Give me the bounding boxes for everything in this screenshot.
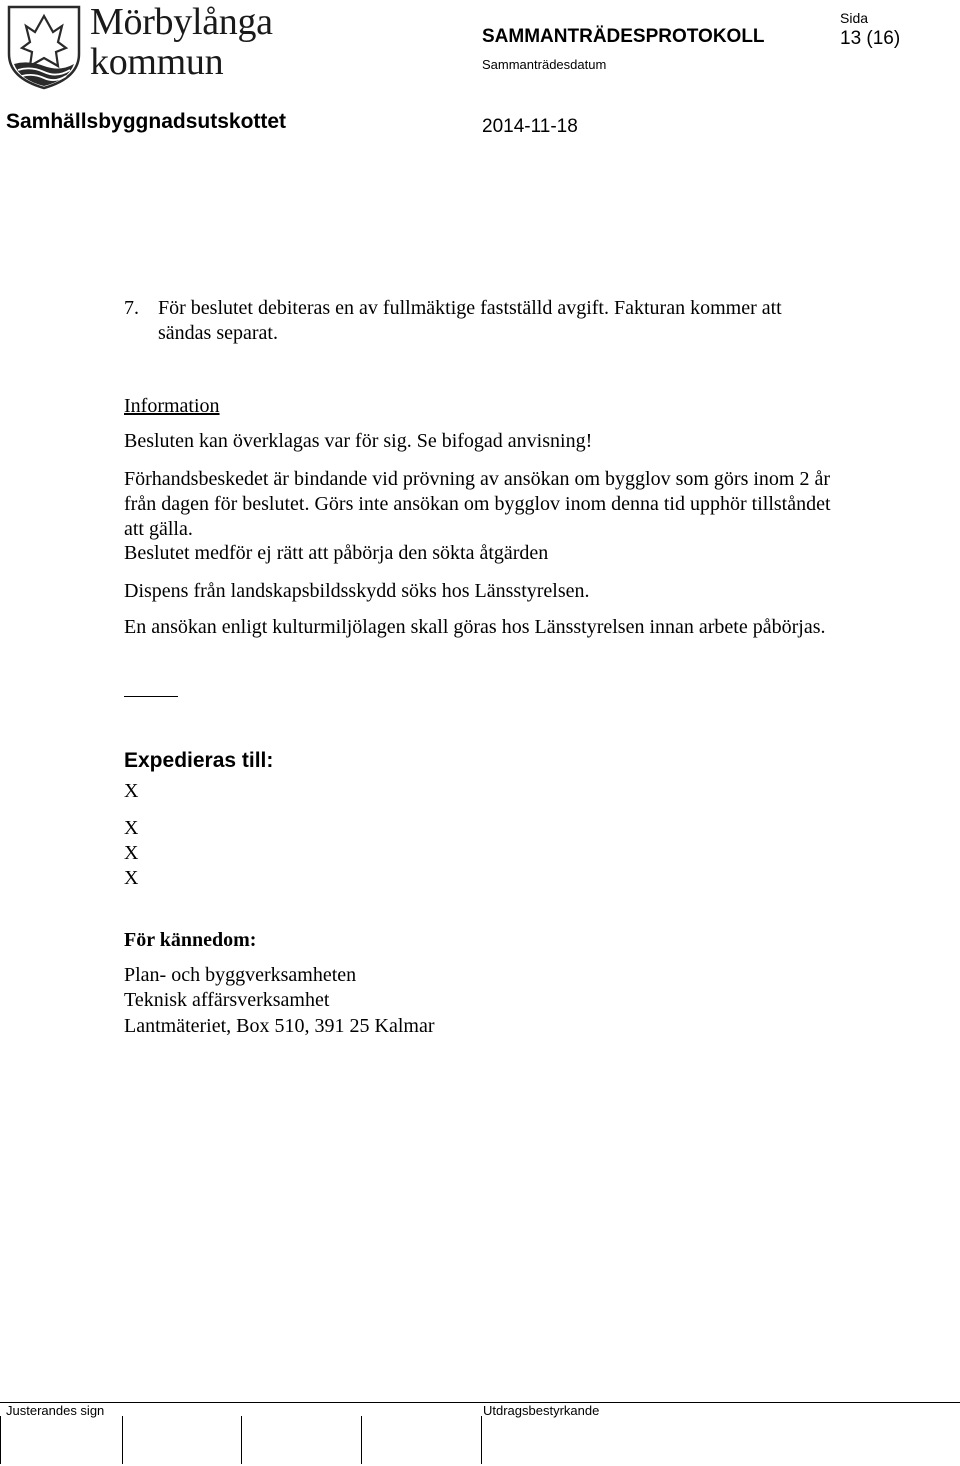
distribution-item: X — [124, 842, 139, 864]
start-work-paragraph: Beslutet medför ej rätt att påbörja den sökta åtgärden — [124, 542, 549, 564]
distribution-item: X — [124, 817, 139, 839]
meeting-date-label: Sammanträdesdatum — [482, 57, 607, 72]
municipality-crest-logo — [6, 4, 82, 90]
committee-name: Samhällsbyggnadsutskottet — [6, 110, 287, 133]
distribution-item: X — [124, 867, 139, 889]
extract-certification-label: Utdragsbestyrkande — [483, 1403, 600, 1418]
separator-line — [124, 696, 178, 697]
distribution-heading: Expedieras till: — [124, 749, 274, 772]
footer-divider — [0, 1402, 960, 1403]
signature-box-divider — [481, 1416, 482, 1464]
meeting-date: 2014-11-18 — [482, 116, 578, 137]
distribution-item: X — [124, 780, 139, 802]
crest-icon — [6, 4, 82, 90]
signature-label: Justerandes sign — [6, 1403, 105, 1418]
signature-box-divider — [0, 1416, 1, 1464]
recipient-item: Teknisk affärsverksamhet — [124, 989, 330, 1011]
page-label: Sida — [840, 10, 869, 26]
dispensation-paragraph: Dispens från landskapsbildsskydd söks hos Länsstyrelsen. — [124, 580, 590, 602]
logo-line-2: kommun — [90, 41, 224, 83]
recipient-item: Plan- och byggverksamheten — [124, 964, 357, 986]
signature-box-divider — [241, 1416, 242, 1464]
document-type: SAMMANTRÄDESPROTOKOLL — [482, 26, 765, 47]
heritage-paragraph: En ansökan enligt kulturmiljölagen skall göras hos Länsstyrelsen innan arbete påbörjas. — [124, 616, 826, 638]
decision-item-7: För beslutet debiteras en av fullmäktige fastställd avgift. Fakturan kommer att sändas separat. — [158, 297, 782, 344]
logo-line-1: Mörbylånga — [90, 1, 273, 43]
signature-box-divider — [361, 1416, 362, 1464]
logo-wordmark — [90, 2, 273, 82]
page-number: 13 (16) — [840, 28, 901, 49]
recipient-item: Lantmäteriet, Box 510, 391 25 Kalmar — [124, 1015, 435, 1037]
appeal-paragraph: Besluten kan överklagas var för sig. Se bifogad anvisning! — [124, 430, 593, 452]
information-heading: Information — [124, 395, 220, 417]
item-number: 7. — [124, 297, 139, 319]
for-information-heading: För kännedom: — [124, 929, 257, 951]
binding-paragraph: Förhandsbeskedet är bindande vid prövning av ansökan om bygglov som görs inom 2 år från dagen för beslutet. Görs inte ansökan om bygglov inom denna tid upphör tillståndet att gälla. — [124, 468, 831, 540]
signature-box-divider — [122, 1416, 123, 1464]
